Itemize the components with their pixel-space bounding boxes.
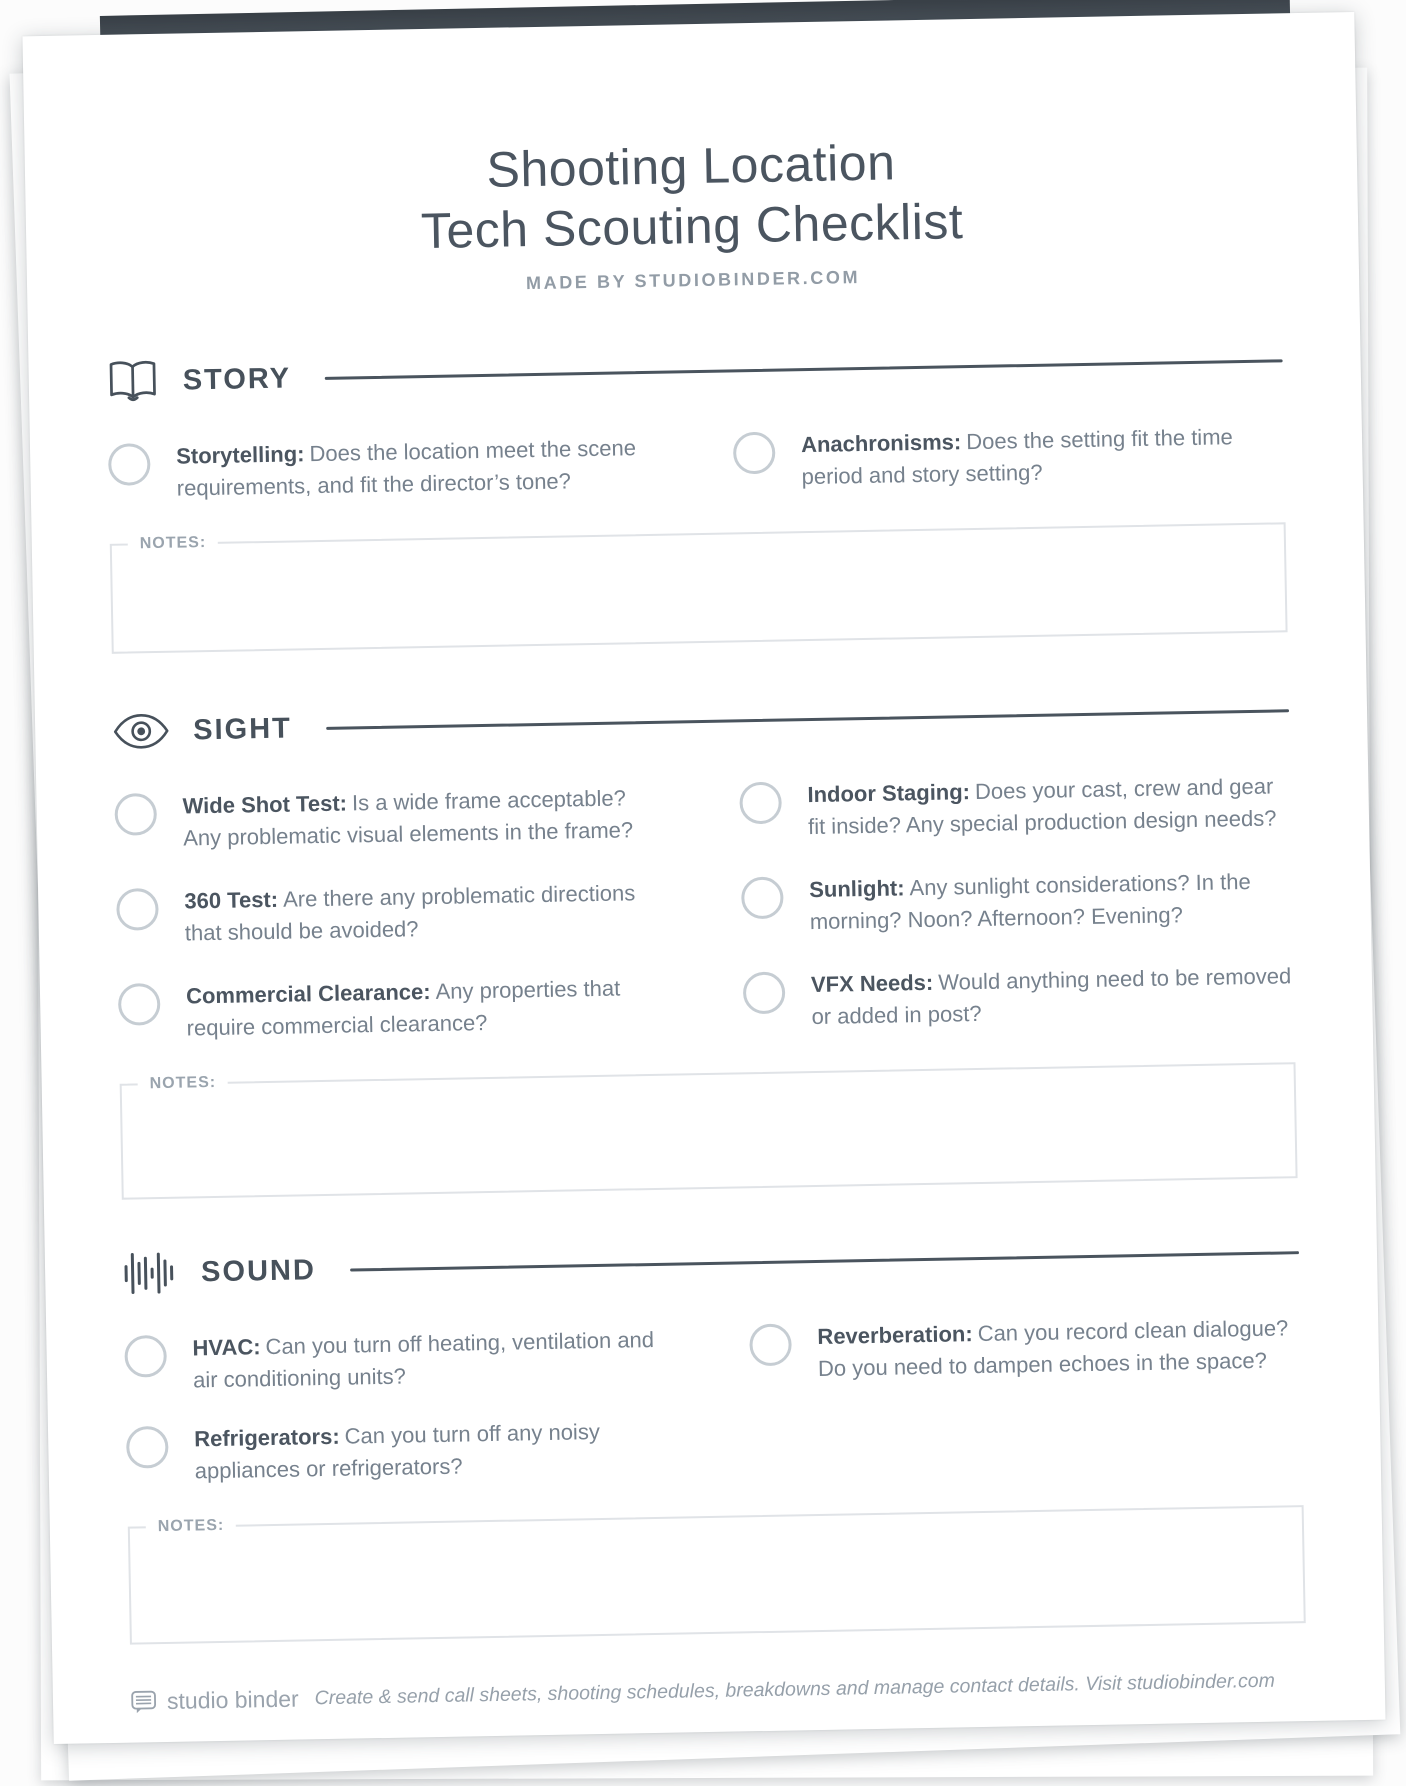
checkbox-circle[interactable] [733, 432, 776, 475]
page-footer [131, 1667, 1307, 1716]
item-text [801, 420, 1285, 493]
item-title: HVAC: [192, 1334, 261, 1361]
item-text [176, 432, 660, 505]
notes-box[interactable] [120, 1062, 1298, 1200]
section-label: SIGHT [192, 712, 293, 746]
item-title: 360 Test: [184, 886, 279, 914]
book-icon [106, 359, 159, 404]
checkbox-circle[interactable] [114, 793, 157, 836]
checkbox-circle[interactable] [749, 1323, 792, 1366]
item-title: Storytelling: [175, 441, 305, 469]
item-text [182, 782, 666, 855]
section-header-sound [123, 1228, 1300, 1298]
item-description: Would anything need to be removed or added in post? [811, 963, 1292, 1030]
section-label: SOUND [200, 1253, 317, 1288]
item-title: VFX Needs: [810, 969, 934, 998]
title-line-2: Tech Scouting Checklist [420, 193, 964, 260]
item-description: Does the location meet the scene requirements, and fit the director’s tone? [176, 435, 637, 501]
item-text [817, 1312, 1301, 1385]
section-story [106, 336, 1287, 654]
checklist-item [124, 1324, 676, 1398]
checklist-item [739, 770, 1291, 844]
item-description: Any sunlight considerations? In the morning? Noon? Afternoon? Evening? [809, 868, 1251, 935]
checklist-grid [124, 1312, 1303, 1489]
eye-icon [113, 713, 170, 750]
studiobinder-logo-text: studio binder [166, 1685, 299, 1714]
checkbox-circle[interactable] [108, 443, 151, 486]
checklist-grid [114, 770, 1294, 1046]
checkbox-circle[interactable] [116, 888, 159, 931]
item-description: Any properties that require commercial clearance? [186, 975, 621, 1041]
section-label: STORY [182, 361, 292, 396]
notes-label: NOTES: [138, 1074, 229, 1094]
footer-tagline: Create & send call sheets, shooting schedules, breakdowns and manage contact details. Visit studiobinder.com [314, 1669, 1276, 1710]
item-title: Indoor Staging: [807, 779, 971, 808]
checklist-item [108, 432, 660, 506]
title-line-1: Shooting Location [486, 134, 896, 198]
item-description: Can you record clean dialogue? Do you need to dampen echoes in the space? [817, 1315, 1289, 1381]
notes-box[interactable] [110, 522, 1288, 654]
checkbox-circle[interactable] [118, 983, 161, 1026]
waveform-icon [123, 1250, 178, 1297]
item-title: Commercial Clearance: [185, 979, 431, 1009]
checklist-item [126, 1415, 678, 1489]
item-description: Is a wide frame acceptable? Any problematic visual elements in the frame? [182, 785, 634, 851]
speech-bubble-icon [131, 1690, 157, 1714]
item-title: Reverberation: [817, 1321, 973, 1349]
item-text [809, 865, 1293, 938]
checklist-item [114, 782, 666, 856]
section-sound [123, 1228, 1306, 1644]
item-description: Can you turn off heating, ventilation and air conditioning units? [192, 1326, 655, 1393]
checkbox-circle[interactable] [126, 1426, 169, 1469]
item-text [186, 972, 670, 1045]
checkbox-circle[interactable] [739, 782, 782, 825]
checklist-item [743, 960, 1295, 1034]
notes-label: NOTES: [128, 534, 219, 554]
checkbox-circle[interactable] [124, 1335, 167, 1378]
item-text [192, 1324, 676, 1397]
item-text [807, 770, 1291, 843]
item-text [194, 1415, 678, 1488]
page-title [103, 125, 1281, 267]
checklist-item [118, 972, 670, 1046]
checkbox-circle[interactable] [741, 877, 784, 920]
section-header-story [106, 336, 1283, 406]
item-title: Wide Shot Test: [182, 790, 348, 819]
page-subtitle: MADE BY STUDIOBINDER.COM [525, 267, 861, 294]
notes-box[interactable] [128, 1505, 1306, 1645]
item-title: Refrigerators: [193, 1423, 340, 1452]
section-divider [325, 359, 1283, 380]
notes-label: NOTES: [146, 1517, 237, 1537]
section-sight [113, 686, 1298, 1199]
item-description: Can you turn off any noisy appliances or refrigerators? [194, 1419, 601, 1484]
section-divider [350, 1251, 1299, 1271]
item-description: Does the setting fit the time period and story setting? [801, 424, 1233, 490]
item-description: Are there any problematic directions that should be avoided? [184, 880, 636, 946]
section-divider [326, 709, 1289, 730]
checkbox-circle[interactable] [743, 972, 786, 1015]
document-page [22, 12, 1385, 1744]
checklist-item [749, 1312, 1301, 1386]
checklist-item [733, 420, 1285, 494]
item-text [811, 960, 1295, 1033]
checklist-item [741, 865, 1293, 939]
item-description: Does your cast, crew and gear fit inside? Any special production design needs? [807, 773, 1277, 840]
checklist-grid [108, 420, 1285, 506]
item-title: Sunlight: [809, 875, 905, 903]
item-title: Anachronisms: [800, 429, 962, 458]
checklist-item [116, 877, 668, 951]
section-header-sight [113, 686, 1290, 756]
item-text [184, 877, 668, 950]
